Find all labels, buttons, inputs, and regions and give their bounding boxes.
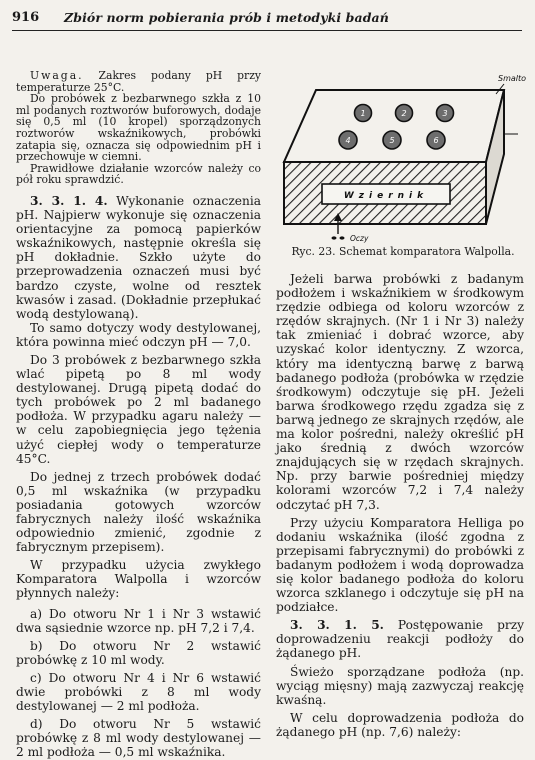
- comparator-figure: [272, 72, 527, 243]
- paragraph-fresh-media: Świeżo sporządzane podłoża (np. wyciąg mięsny) mają zazwyczaj reakcję kwaśną.: [276, 664, 524, 707]
- tube-number-1: 1: [360, 109, 366, 118]
- paragraph-adjust: W celu doprowadzenia podłoża do żądanego pH (np. 7,6) należy:: [276, 710, 524, 739]
- section-text: Postępowanie przy doprowadzeniu reakcji podłoży do żądanego pH.: [276, 618, 525, 661]
- window-label: Wziernik: [343, 191, 429, 201]
- page-number: 916: [12, 10, 40, 25]
- section-3314: [16, 194, 261, 321]
- tube-number-4: 4: [345, 136, 351, 145]
- list-item-d: d) Do otworu Nr 5 wstawić probówkę z 8 ml wody destylowanej — 2 ml podłoża — 0,5 ml wskaźnika.: [16, 717, 261, 760]
- paragraph-hellige: Przy użyciu Komparatora Helliga po dodaniu wskaźnika (ilość zgodna z przepisami fabrycznymi) do probówki z badanym podłożem i wodą doprowadza się kolor badanego podłoża do koloru wzorca szklanego i odczytuje się pH na podziałce.: [276, 515, 524, 615]
- section-text: Wykonanie oznaczenia pH. Najpierw wykonuje się oznaczenia orientacyjne za pomocą papierków wskaźnikowych, następnie określa się pH dokładnie. Szkło użyte do przeprowadzenia oznaczeń musi być bardzo czyste, wolne od resztek kwasów i zasad. (Dokładnie przepłukać wodą destylowaną).: [16, 193, 261, 321]
- list-item-a: a) Do otworu Nr 1 i Nr 3 wstawić dwa sąsiednie wzorce np. pH 7,2 i 7,4.: [16, 606, 261, 635]
- tube-number-3: 3: [442, 109, 448, 118]
- running-title: Zbiór norm pobierania prób i metodyki badań: [64, 10, 389, 25]
- figure-caption: Ryc. 23. Schemat komparatora Walpolla.: [291, 245, 515, 258]
- list-item-c: c) Do otworu Nr 4 i Nr 6 wstawić dwie probówki z 8 ml wody destylowanej — 2 ml podłoża.: [16, 670, 261, 714]
- note-check: Prawidłowe działanie wzorców należy co pół roku sprawdzić.: [16, 161, 261, 187]
- right-column: [276, 272, 524, 739]
- paragraph-color-match: Jeżeli barwa probówki z badanym podłożem i wskaźnikiem w środkowym rzędzie odbiega od koloru wzorców z rzędów skrajnych. (Nr 1 i Nr 3) należy tak zmieniać i dobrać wzorce, aby uzyskać kolor identyczny. Z wzorca, który ma identyczną barwę z barwą badanego podłoża (probówka w rzędzie środkowym) odczytuje się pH. Jeżeli barwa środkowego rzędu zgadza się z barwą jednego ze skrajnych rzędów, ale ma kolor pośredni, należy określić pH jako średnią z dwóch wzorców znajdujących się w rzędach skrajnych. Np. przy barwie pośredniej między kolorami wzorców 7,2 i 7,4 należy odczytać pH 7,3.: [276, 272, 524, 512]
- section-number: 3. 3. 1. 5.: [290, 618, 384, 633]
- comparator-diagram: [272, 72, 527, 243]
- paragraph-tubes: Do 3 probówek z bezbarwnego szkła wlać pipetą po 8 ml wody destylowanej. Drugą pipetą dodać do tych probówek po 2 ml badanego podłoża. W przypadku agaru należy — w celu zapobiegnięcia jego tężenia użyć ciepłej wody o temperaturze 45°C.: [16, 352, 261, 466]
- paragraph-water: To samo dotyczy wody destylowanej, która powinna mieć odczyn pH — 7,0.: [16, 320, 261, 349]
- note-range: [16, 70, 261, 93]
- eyes-label: Oczy: [350, 234, 369, 243]
- tube-number-6: 6: [433, 136, 439, 145]
- tube-number-2: 2: [401, 109, 407, 118]
- paragraph-walpol: W przypadku użycia zwykłego Komparatora Walpolla i wzorców płynnych należy:: [16, 558, 261, 601]
- note-buffers: Do probówek z bezbarwnego szkła z 10 ml podanych roztworów buforowych, dodaje się 0,5 ml (10 kropel) sporządzonych roztworów wskaźnikowych, probówki zatapia się, oznacza się odpowiednim pH i przechowuje w ciemni.: [16, 92, 261, 164]
- box-top-face: [284, 90, 504, 162]
- page-header: [12, 8, 522, 31]
- section-3315: [276, 618, 524, 660]
- tube-number-5: 5: [389, 136, 395, 145]
- note-label: Uwaga.: [30, 69, 84, 82]
- list-item-b: b) Do otworu Nr 2 wstawić probówkę z 10 ml wody.: [16, 638, 261, 667]
- note-range-text: Zakres podany pH przy temperaturze 25°C.: [16, 69, 261, 94]
- top-label: Smalto: [498, 74, 527, 83]
- left-column: [16, 70, 261, 760]
- section-number: 3. 3. 1. 4.: [30, 193, 108, 208]
- paragraph-indicator: Do jednej z trzech probówek dodać 0,5 ml wskaźnika (w przypadku posiadania gotowych wzorców fabrycznych należy ilość wskaźnika odpowiednio zmienić, zgodnie z fabrycznym przepisem).: [16, 469, 261, 555]
